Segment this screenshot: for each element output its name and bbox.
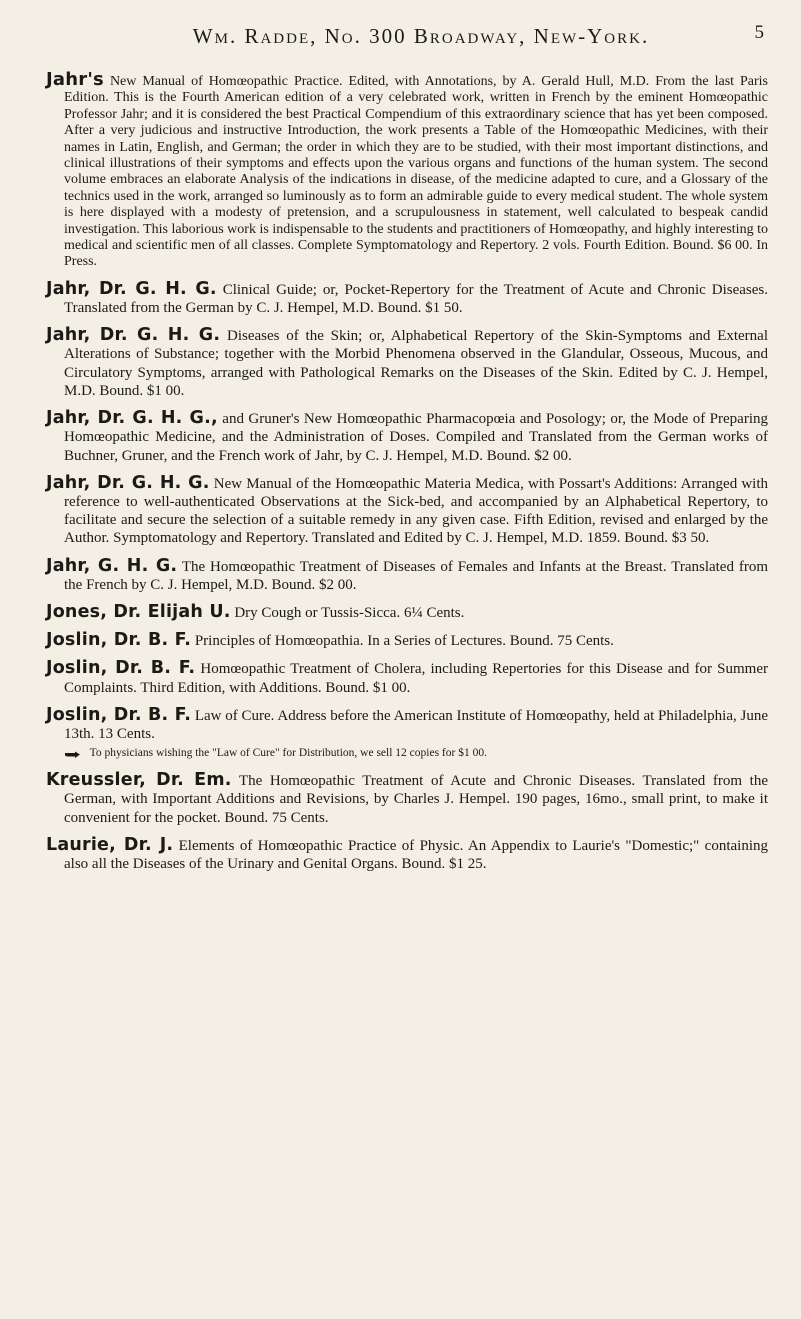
entry-author: Jones, Dr. Elijah U. — [46, 601, 231, 622]
entry-description: New Manual of the Homœopathic Materia Medica, with Possart's Additions: Arranged with reference to well-authenticated Observations at the Sick-bed, and accompanied by an Alphabetical Repertory, to facilitate and secure the selection of a suitable remedy in any given case. Fifth Edition, revised and enlarged by the Author. Symptomatology and Repertory. Translated and Edited by C. J. Hempel, M.D. 1859. Bound. $3 50. — [64, 475, 769, 547]
entry-description: and Gruner's New Homœopathic Pharmacopœia and Posology; or, the Mode of Preparing Homœopathic Medicine, and the Administration of Doses. Compiled and Translated from the German works of Buchner, Gruner, and the French work of Jahr, by C. J. Hempel, M.D. Bound. $2 00. — [64, 411, 768, 464]
entry-author: Jahr, Dr. G. H. G. — [46, 278, 217, 299]
running-head — [46, 18, 768, 60]
entry-description: Homœopathic Treatment of Cholera, including Repertories for this Disease and for Summer Complaints. Third Edition, with Additions. Bound. $1 00. — [64, 661, 768, 696]
entry-author: Joslin, Dr. B. F. — [46, 630, 192, 651]
publisher-heading: Wm. Radde, No. 300 Broadway, New-York. — [192, 24, 650, 48]
entry-author: Laurie, Dr. J. — [46, 834, 174, 855]
catalogue-entry — [46, 659, 768, 696]
catalogue-entry — [46, 771, 768, 827]
entry-description: Elements of Homœopathic Practice of Physic. An Appendix to Laurie's "Domestic;" containing also all the Diseases of the Urinary and Genital Organs. Bound. $1 25. — [64, 837, 768, 872]
entry-author: Joslin, Dr. B. F. — [46, 704, 192, 725]
entry-author: Jahr, Dr. G. H. G. — [46, 325, 221, 346]
entry-description: Principles of Homœopathia. In a Series of Lectures. Bound. 75 Cents. — [194, 633, 614, 650]
entry-author: Jahr, G. H. G. — [46, 555, 178, 576]
entry-author: Joslin, Dr. B. F. — [46, 658, 196, 679]
entry-description: Law of Cure. Address before the American Institute of Homœopathy, held at Philadelphia, June 13th. 13 Cents. — [64, 707, 769, 742]
catalogue-entries — [46, 69, 769, 873]
entry-author: Jahr's — [46, 69, 104, 90]
catalogue-entry — [46, 557, 768, 594]
entry-description: Diseases of the Skin; or, Alphabetical Repertory of the Skin-Symptoms and External Alterations of Substance; together with the Morbid Phenomena observed in the Glandular, Osseous, Mucous, and Circulatory Symptoms, arranged with Pathological Remarks on the Diseases of the Skin. Edited by C. J. Hempel, M.D. Bound. $1 00. — [64, 328, 769, 399]
entry-author: Jahr, Dr. G. H. G., — [46, 408, 218, 429]
catalogue-entry — [46, 631, 768, 650]
entry-description: Clinical Guide; or, Pocket-Repertory for the Treatment of Acute and Chronic Diseases. Translated from the German by C. J. Hempel, M.D. Bound. $1 50. — [64, 281, 768, 317]
entry-description: The Homœopathic Treatment of Diseases of Females and Infants at the Breast. Translated from the French by C. J. Hempel, M.D. Bound. $2 00. — [64, 558, 768, 593]
entry-author: Kreussler, Dr. Em. — [46, 770, 232, 791]
catalogue-entry — [46, 706, 768, 743]
catalogue-entry — [46, 836, 768, 873]
catalogue-entry — [46, 409, 768, 465]
entry-author: Jahr, Dr. G. H. G. — [46, 472, 210, 493]
page-number: 5 — [754, 22, 764, 43]
distribution-notice — [46, 745, 768, 761]
pointing-hand-icon — [64, 749, 82, 759]
notice-text: To physicians wishing the "Law of Cure" for Distribution, we sell 12 copies for $1 00. — [89, 747, 487, 760]
catalogue-entry — [46, 326, 768, 400]
entry-description: The Homœopathic Treatment of Acute and Chronic Diseases. Translated from the German, with Important Additions and Revisions, by Charles J. Hempel. 190 pages, 16mo., small print, to make it convenient for the pocket. Bound. 75 Cents. — [64, 773, 769, 826]
entry-description: Dry Cough or Tussis-Sicca. 6¼ Cents. — [234, 604, 465, 621]
entry-description: New Manual of Homœopathic Practice. Edited, with Annotations, by A. Gerald Hull, M.D. From the last Paris Edition. This is the Fourth American edition of a very celebrated work, written in French by the eminent Homœopathic Professor Jahr; and it is considered the best Practical Compendium of this extraordinary science that has yet been composed. After a very judicious and instructive Introduction, the work presents a Table of the Homœopathic Medicines, with their names in Latin, English, and German; the order in which they are to be studied, with their most important distinctions, and clinical illustrations of their symptoms and effects upon the various organs and functions of the human system. The second volume embraces an elaborate Analysis of the indications in disease, of the medicine adapted to cure, and a Glossary of the technics used in the work, arranged so luminously as to form an admirable guide to every medical student. The whole system is here displayed with a modesty of pretension, and a scrupulousness in statement, well calculated to bespeak candid investigation. This laborious work is indispensable to the students and practitioners of Homœopathy, and highly interesting to medical and scientific men of all classes. Complete Symptomatology and Repertory. 2 vols. Fourth Edition. Bound. $6 00. In Press. — [64, 74, 769, 270]
catalogue-entry — [46, 69, 769, 271]
catalogue-entry — [46, 474, 768, 548]
catalogue-page — [46, 18, 768, 1308]
catalogue-entry — [46, 280, 768, 317]
catalogue-entry — [46, 603, 768, 622]
